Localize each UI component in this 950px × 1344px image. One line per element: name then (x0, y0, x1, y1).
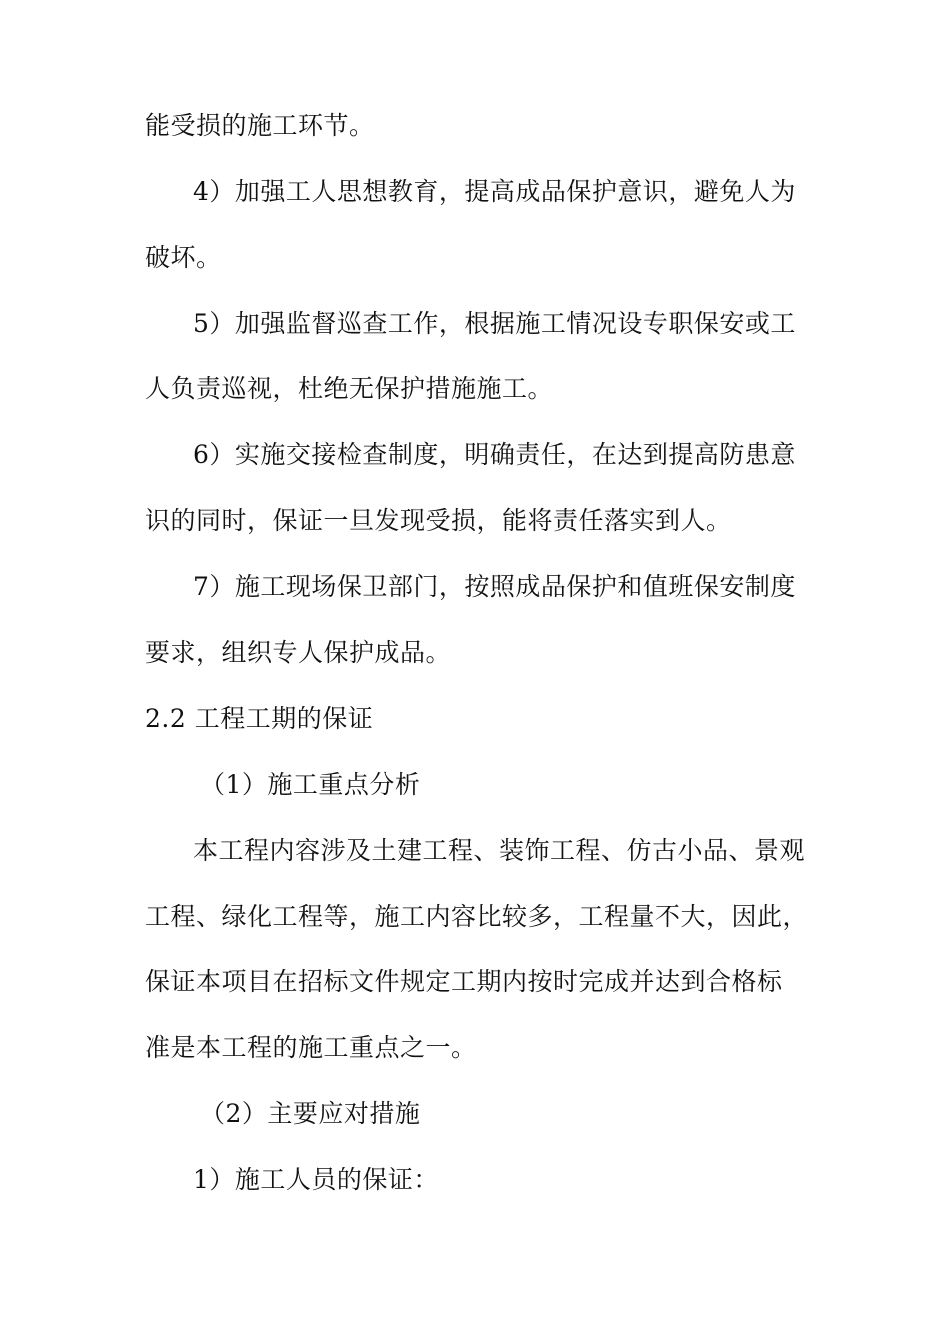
paragraph-line: 工程、绿化工程等，施工内容比较多，工程量不大，因此， (145, 902, 809, 931)
paragraph-line: 人负责巡视，杜绝无保护措施施工。 (145, 374, 554, 403)
list-item-6: 6）实施交接检查制度，明确责任，在达到提高防患意 (193, 440, 796, 469)
paragraph-line: 识的同时，保证一旦发现受损，能将责任落实到人。 (145, 506, 732, 535)
section-heading: 2.2 工程工期的保证 (145, 704, 374, 733)
list-item-4: 4）加强工人思想教育，提高成品保护意识，避免人为 (193, 177, 796, 206)
paragraph-line: 要求，组织专人保护成品。 (145, 638, 452, 667)
paragraph-line: 破坏。 (145, 243, 222, 272)
paragraph-line: 准是本工程的施工重点之一。 (145, 1033, 477, 1062)
paragraph-line: 保证本项目在招标文件规定工期内按时完成并达到合格标 (145, 967, 783, 996)
paragraph-line: 能受损的施工环节。 (145, 111, 375, 140)
list-item-5: 5）加强监督巡查工作，根据施工情况设专职保安或工 (193, 309, 796, 338)
subsection-heading: （1）施工重点分析 (200, 770, 421, 799)
list-item-1: 1）施工人员的保证： (193, 1165, 439, 1194)
subsection-heading: （2）主要应对措施 (200, 1099, 421, 1128)
paragraph-line: 本工程内容涉及土建工程、装饰工程、仿古小品、景观 (193, 836, 806, 865)
list-item-7: 7）施工现场保卫部门，按照成品保护和值班保安制度 (193, 572, 796, 601)
